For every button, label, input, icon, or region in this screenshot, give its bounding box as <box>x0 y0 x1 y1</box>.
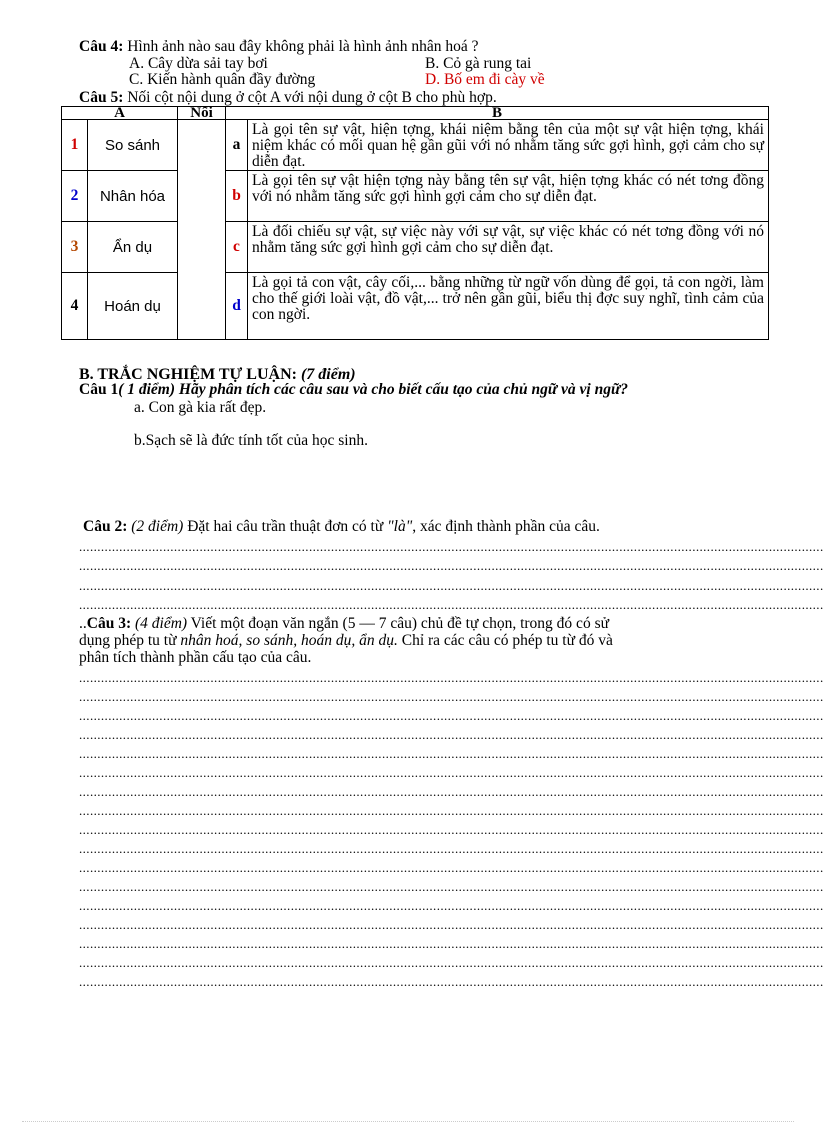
row-term: Hoán dụ <box>88 273 178 340</box>
cau4-option-a: A. Cây dừa sải tay bơi <box>129 55 268 72</box>
cau3-terms: nhân hoá, so sánh, hoán dụ, ẩn dụ. <box>180 632 398 649</box>
cau1-item-a: a. Con gà kia rất đẹp. <box>134 399 267 416</box>
answer-line: ............................................................................................................................................................................................................ <box>79 898 824 913</box>
answer-line: ............................................................................................................................................................................................................ <box>79 822 824 837</box>
table-row <box>62 171 769 222</box>
cau4-question <box>79 38 478 55</box>
cau3-question-line3: phân tích thành phần cấu tạo của câu. <box>79 649 312 666</box>
answer-line: ............................................................................................................................................................................................................ <box>79 539 824 554</box>
table-row <box>62 222 769 273</box>
cau2-text-end: , xác định thành phần của câu. <box>412 518 600 535</box>
answer-line: ............................................................................................................................................................................................................ <box>79 936 824 951</box>
section-b-points: (7 điểm) <box>300 366 356 383</box>
row-number: 4 <box>62 273 88 340</box>
cau1-question <box>79 381 628 398</box>
row-number: 1 <box>62 120 88 171</box>
answer-line: ............................................................................................................................................................................................................ <box>79 558 824 573</box>
cau4-label: Câu 4: <box>79 38 124 55</box>
row-definition: Là gọi tả con vật, cây cối,... bằng những từ ngữ vốn dùng để gọi, tả con ngời, làm cho thế giới loài vật, đồ vật,... trở nên gần gũi, biểu thị đợc suy nghĩ, tình cảm của con ngời. <box>248 273 769 340</box>
row-letter: b <box>226 171 248 222</box>
answer-line: ............................................................................................................................................................................................................ <box>79 803 824 818</box>
cau4-option-c: C. Kiến hành quân đầy đường <box>129 71 316 88</box>
cau3-text-line2-pre: dụng phép tu từ <box>79 632 181 649</box>
answer-line: ............................................................................................................................................................................................................ <box>79 746 824 761</box>
cau5-label: Câu 5: <box>79 89 124 106</box>
matching-table <box>61 106 769 340</box>
cau3-question-line2 <box>79 632 613 649</box>
cau4-option-b: B. Cỏ gà rung tai <box>425 55 532 72</box>
cau3-text-line1: Viết một đoạn văn ngắn (5 — 7 câu) chủ đề tự chọn, trong đó có sử <box>187 615 609 632</box>
answer-line: ............................................................................................................................................................................................................ <box>79 765 824 780</box>
answer-line: ............................................................................................................................................................................................................ <box>79 578 824 593</box>
header-a: A <box>62 107 178 120</box>
header-b: B <box>226 107 769 120</box>
row-definition: Là gọi tên sự vật hiện tợng này bằng tên sự vật, hiện tợng khác có nét tơng đồng với nó nhằm tăng sức gợi hình gợi cảm cho sự diễn đạt. <box>248 171 769 222</box>
cau3-text-line2-post: Chỉ ra các câu có phép tu từ đó và <box>397 632 613 649</box>
cau4-option-d: D. Bố em đi cày về <box>425 71 545 88</box>
cau1-item-b: b.Sạch sẽ là đức tính tốt của học sinh. <box>134 432 368 449</box>
row-term: Ẩn dụ <box>88 222 178 273</box>
cau3-question-line1 <box>79 615 609 632</box>
row-term: Nhân hóa <box>88 171 178 222</box>
cau2-word: "là" <box>387 518 413 535</box>
answer-line: ............................................................................................................................................................................................................ <box>79 974 824 989</box>
answer-line: ............................................................................................................................................................................................................ <box>79 860 824 875</box>
row-letter: d <box>226 273 248 340</box>
cau4-text: Hình ảnh nào sau đây không phải là hình ảnh nhân hoá ? <box>127 38 479 55</box>
cau5-question <box>79 89 497 106</box>
row-number: 3 <box>62 222 88 273</box>
cau3-points: (4 điểm) <box>134 615 188 632</box>
cau3-prefix: .. <box>79 615 87 632</box>
row-letter: a <box>226 120 248 171</box>
cau2-text: Đặt hai câu trần thuật đơn có từ <box>183 518 388 535</box>
cau3-label: Câu 3: <box>86 615 132 632</box>
row-term: So sánh <box>88 120 178 171</box>
page-bottom-divider <box>22 1121 794 1122</box>
answer-line: ............................................................................................................................................................................................................ <box>79 841 824 856</box>
answer-line: ............................................................................................................................................................................................................ <box>79 708 824 723</box>
row-definition: Là gọi tên sự vật, hiện tợng, khái niệm bằng tên của một sự vật hiện tợng, khái niệm khác có mối quan hệ gần gũi với nó nhằm tăng sức gợi hình, gợi cảm cho sự diễn đạt. <box>248 120 769 171</box>
cau1-prompt: ( 1 điểm) Hãy phân tích các câu sau và cho biết cấu tạo của chủ ngữ và vị ngữ? <box>118 381 629 398</box>
cau2-label: Câu 2: <box>83 518 128 535</box>
answer-line: ............................................................................................................................................................................................................ <box>79 670 824 685</box>
table-header-row <box>62 107 769 120</box>
section-b-heading: B. TRẮC NGHIỆM TỰ LUẬN: <box>79 366 297 383</box>
row-letter: c <box>226 222 248 273</box>
cau2-question <box>83 518 600 535</box>
answer-line: ............................................................................................................................................................................................................ <box>79 917 824 932</box>
cau1-label: Câu 1 <box>79 381 119 398</box>
header-noi: Nối <box>178 107 226 120</box>
cau5-text: Nối cột nội dung ở cột A với nội dung ở cột B cho phù hợp. <box>127 89 497 106</box>
cau2-points: (2 điểm) <box>131 518 184 535</box>
answer-line: ............................................................................................................................................................................................................ <box>79 727 824 742</box>
answer-line: ............................................................................................................................................................................................................ <box>79 689 824 704</box>
noi-column <box>178 120 226 340</box>
row-number: 2 <box>62 171 88 222</box>
table-row <box>62 273 769 340</box>
table-row <box>62 120 769 171</box>
answer-line: ............................................................................................................................................................................................................ <box>79 955 824 970</box>
answer-line: ............................................................................................................................................................................................................ <box>79 597 824 612</box>
answer-line: ............................................................................................................................................................................................................ <box>79 879 824 894</box>
row-definition: Là đối chiếu sự vật, sự việc này với sự vật, sự việc khác có nét tơng đồng với nó nhằm tăng sức gợi hình gợi cảm cho sự diễn đạt. <box>248 222 769 273</box>
answer-line: ............................................................................................................................................................................................................ <box>79 784 824 799</box>
